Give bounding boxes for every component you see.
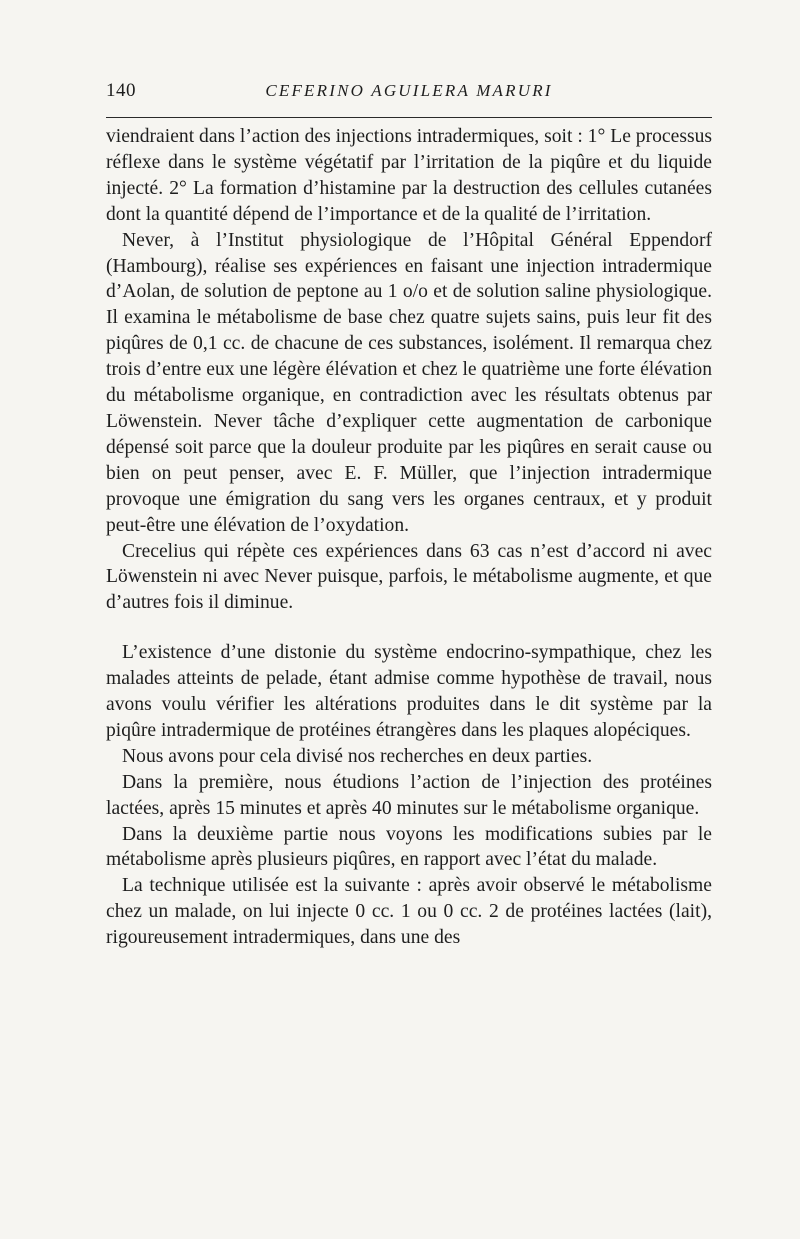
page-number: 140	[106, 80, 136, 101]
paragraph-technique: La technique utilisée est la suivante : après avoir observé le métabolisme chez un malade, on lui injecte 0 cc. 1 ou 0 cc. 2 de protéines lactées (lait), rigoureusement intradermiques, dans une des	[106, 875, 712, 949]
paragraph-hypothesis: L’existence d’une distonie du système endocrino-sympathique, chez les malades atteints de pelade, étant admise comme hypothèse de travail, nous avons voulu vérifier les altérations produites dans le dit système par la piqûre intradermique de protéines étrangères dans les plaques alopéciques.	[106, 642, 712, 741]
paragraph-crecelius: Crecelius qui répète ces expériences dans 63 cas n’est d’accord ni avec Löwenstein ni avec Never puisque, parfois, le métabolisme augmente, et que d’autres fois il diminue.	[106, 540, 712, 614]
paragraph-continuation: viendraient dans l’action des injections intradermiques, soit : 1° Le processus réflexe dans le système végétatif par l’irritation de la piqûre et du liquide injecté. 2° La formation d’histamine par la destruction des cellules cutanées dont la quantité dépend de l’importance et de la qualité de l’irritation.	[106, 126, 712, 225]
paragraph-never: Never, à l’Institut physiologique de l’Hôpital Général Eppendorf (Hambourg), réalise ses expériences en faisant une injection intradermique d’Aolan, de solution de peptone au 1 o/o et de solution saline physiologique. Il examina le métabolisme de base chez quatre sujets sains, puis leur fit des piqûres de 0,1 cc. de chacune de ces substances, isolément. Il remarqua chez trois d’entre eux une légère élévation et chez le quatrième une forte élévation du métabolisme organique, en contradiction avec les résultats obtenus par Löwenstein. Never tâche d’expliquer cette augmentation de carbonique dépensé soit parce que la douleur produite par les piqûres en serait cause ou bien on peut penser, avec E. F. Müller, que l’injection intradermique provoque une émigration du sang vers les organes centraux, et y produit peut-être une élévation de l’oxydation.	[106, 229, 712, 536]
paragraph-second-part: Dans la deuxième partie nous voyons les modifications subies par le métabolisme après plusieurs piqûres, en rapport avec l’état du malade.	[106, 823, 712, 871]
paragraph-first-part: Dans la première, nous étudions l’action de l’injection des protéines lactées, après 15 minutes et après 40 minutes sur le métabolisme organique.	[106, 771, 712, 819]
paragraph-method-split: Nous avons pour cela divisé nos recherches en deux parties.	[122, 745, 593, 767]
body-text	[106, 124, 712, 951]
running-head: CEFERINO AGUILERA MARURI	[265, 81, 553, 100]
header-rule	[106, 117, 712, 118]
page-header	[106, 80, 712, 108]
